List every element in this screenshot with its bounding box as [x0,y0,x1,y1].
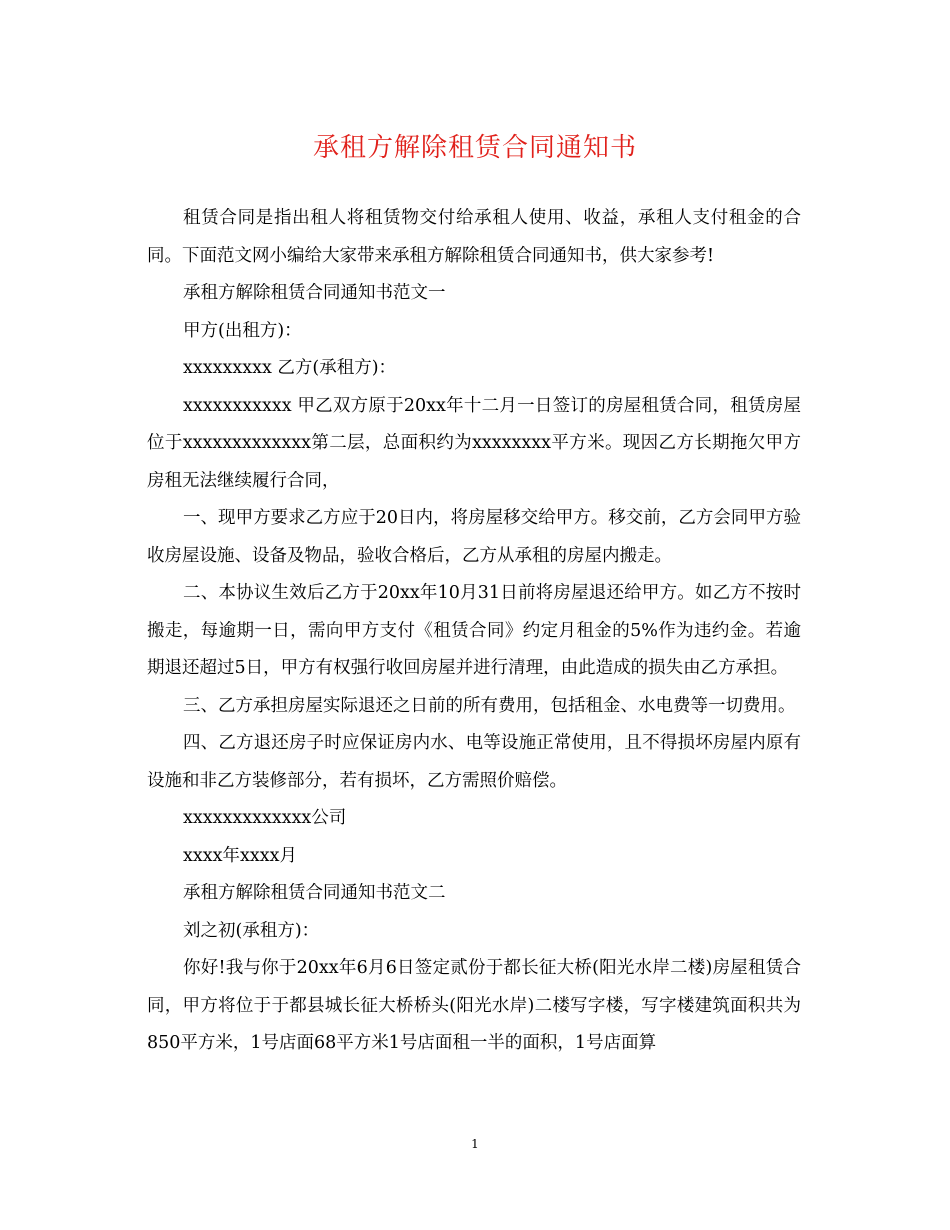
paragraph-date: xxxx年xxxx月 [183,845,297,866]
paragraph-clause-two: 二、本协议生效后乙方于20xx年10月31日前将房屋退还给甲方。如乙方不按时搬走，每逾期一日，需向甲方支付《租赁合同》约定月租金的5%作为违约金。若逾期退还超过5日，甲方有权强行收回房屋并进行清理，由此造成的损失由乙方承担。 [147,583,801,678]
paragraph-party-b: xxxxxxxxx 乙方(承租方)： [183,358,397,378]
page-number: 1 [471,1137,479,1151]
paragraph-company-signature: xxxxxxxxxxxxx公司 [183,808,347,828]
paragraph-party-a: 甲方(出租方)： [183,320,302,341]
paragraph-clause-three: 三、乙方承担房屋实际退还之日前的所有费用，包括租金、水电费等一切费用。 [183,695,796,716]
paragraph-sample-one-heading: 承租方解除租赁合同通知书范文一 [183,283,446,303]
document-title: 承租方解除租赁合同通知书 [312,133,637,163]
paragraph-contract-background: xxxxxxxxxxx 甲乙双方原于20xx年十二月一日签订的房屋租赁合同，租赁房屋位于xxxxxxxxxxxxx第二层，总面积约为xxxxxxxx平方米。现因乙方长期拖欠甲方房租无法继续履行合同， [147,395,801,491]
paragraph-sample-two-heading: 承租方解除租赁合同通知书范文二 [183,883,446,903]
paragraph-clause-four: 四、乙方退还房子时应保证房内水、电等设施正常使用，且不得损坏房屋内原有设施和非乙方装修部分，若有损坏，乙方需照价赔偿。 [147,733,801,791]
paragraph-letter-body: 你好!我与你于20xx年6月6日签定贰份于都长征大桥(阳光水岸二楼)房屋租赁合同，甲方将位于于都县城长征大桥桥头(阳光水岸)二楼写字楼，写字楼建筑面积共为850平方米，1号店面68平方米1号店面租一半的面积，1号店面算 [147,958,801,1053]
paragraph-addressee: 刘之初(承租方)： [183,920,320,941]
document-body [147,200,801,1063]
paragraph-clause-one: 一、现甲方要求乙方应于20日内，将房屋移交给甲方。移交前，乙方会同甲方验收房屋设施、设备及物品，验收合格后，乙方从承租的房屋内搬走。 [147,508,801,566]
paragraph-intro: 租赁合同是指出租人将租赁物交付给承租人使用、收益，承租人支付租金的合同。下面范文网小编给大家带来承租方解除租赁合同通知书，供大家参考! [147,208,801,266]
